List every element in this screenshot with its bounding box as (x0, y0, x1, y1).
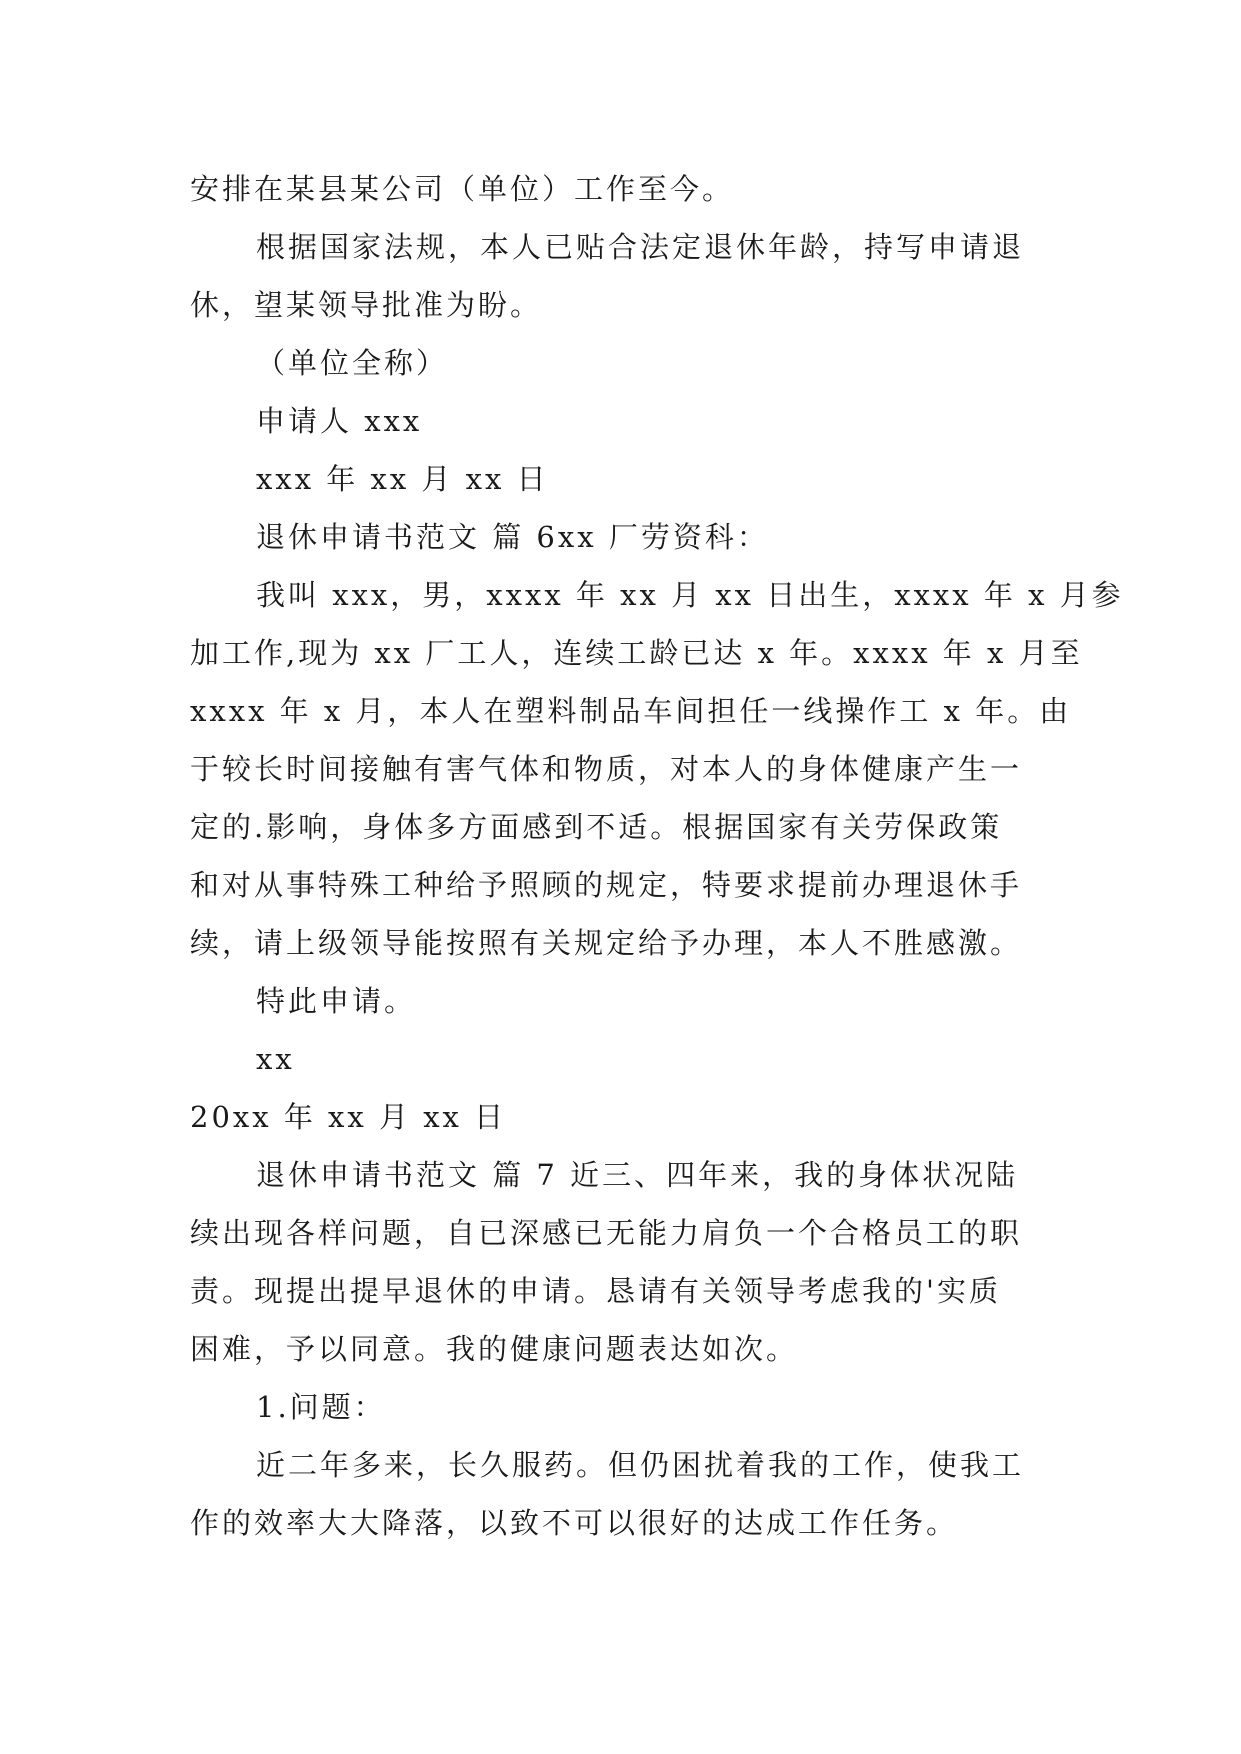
text-line: 和对从事特殊工种给予照顾的规定，特要求提前办理退休手 (190, 868, 1023, 902)
unit-name-line: （单位全称） (256, 346, 449, 380)
text-line: 定的.影响，身体多方面感到不适。根据国家有关劳保政策 (190, 810, 1003, 844)
text-line: 作的效率大大降落，以致不可以很好的达成工作任务。 (190, 1506, 959, 1540)
text-line: 困难，予以同意。我的健康问题表达如次。 (190, 1332, 799, 1366)
date-line: xxx 年 xx 月 xx 日 (256, 462, 549, 496)
closing-line: 特此申请。 (256, 984, 417, 1018)
section-heading: 退休申请书范文 篇 7 近三、四年来，我的身体状况陆 (256, 1158, 1019, 1192)
text-line: xxxx 年 x 月，本人在塑料制品车间担任一线操作工 x 年。由 (190, 694, 1072, 728)
text-line: 续出现各样问题，自已深感已无能力肩负一个合格员工的职 (190, 1216, 1023, 1250)
text-line: 于较长时间接触有害气体和物质，对本人的身体健康产生一 (190, 752, 1023, 786)
section-heading: 退休申请书范文 篇 6xx 厂劳资科： (256, 520, 769, 554)
text-line: 加工作,现为 xx 厂工人，连续工龄已达 x 年。xxxx 年 x 月至 (190, 636, 1083, 670)
text-line: 续，请上级领导能按照有关规定给予办理，本人不胜感激。 (190, 926, 1023, 960)
text-line: 责。现提出提早退休的申请。恳请有关领导考虑我的'实质 (190, 1274, 1001, 1308)
text-line: 我叫 xxx，男，xxxx 年 xx 月 xx 日出生，xxxx 年 x 月参 (256, 578, 1124, 612)
text-line: 近二年多来，长久服药。但仍困扰着我的工作，使我工 (256, 1448, 1025, 1482)
document-page (190, 160, 1124, 1552)
list-heading: 1.问题： (256, 1390, 386, 1424)
applicant-line: 申请人 xxx (256, 404, 423, 438)
signature-line: xx (256, 1042, 295, 1076)
date-line: 20xx 年 xx 月 xx 日 (190, 1100, 507, 1134)
text-line: 安排在某县某公司（单位）工作至今。 (190, 172, 735, 206)
text-line: 休，望某领导批准为盼。 (190, 288, 543, 322)
text-line: 根据国家法规，本人已贴合法定退休年龄，持写申请退 (256, 230, 1025, 264)
